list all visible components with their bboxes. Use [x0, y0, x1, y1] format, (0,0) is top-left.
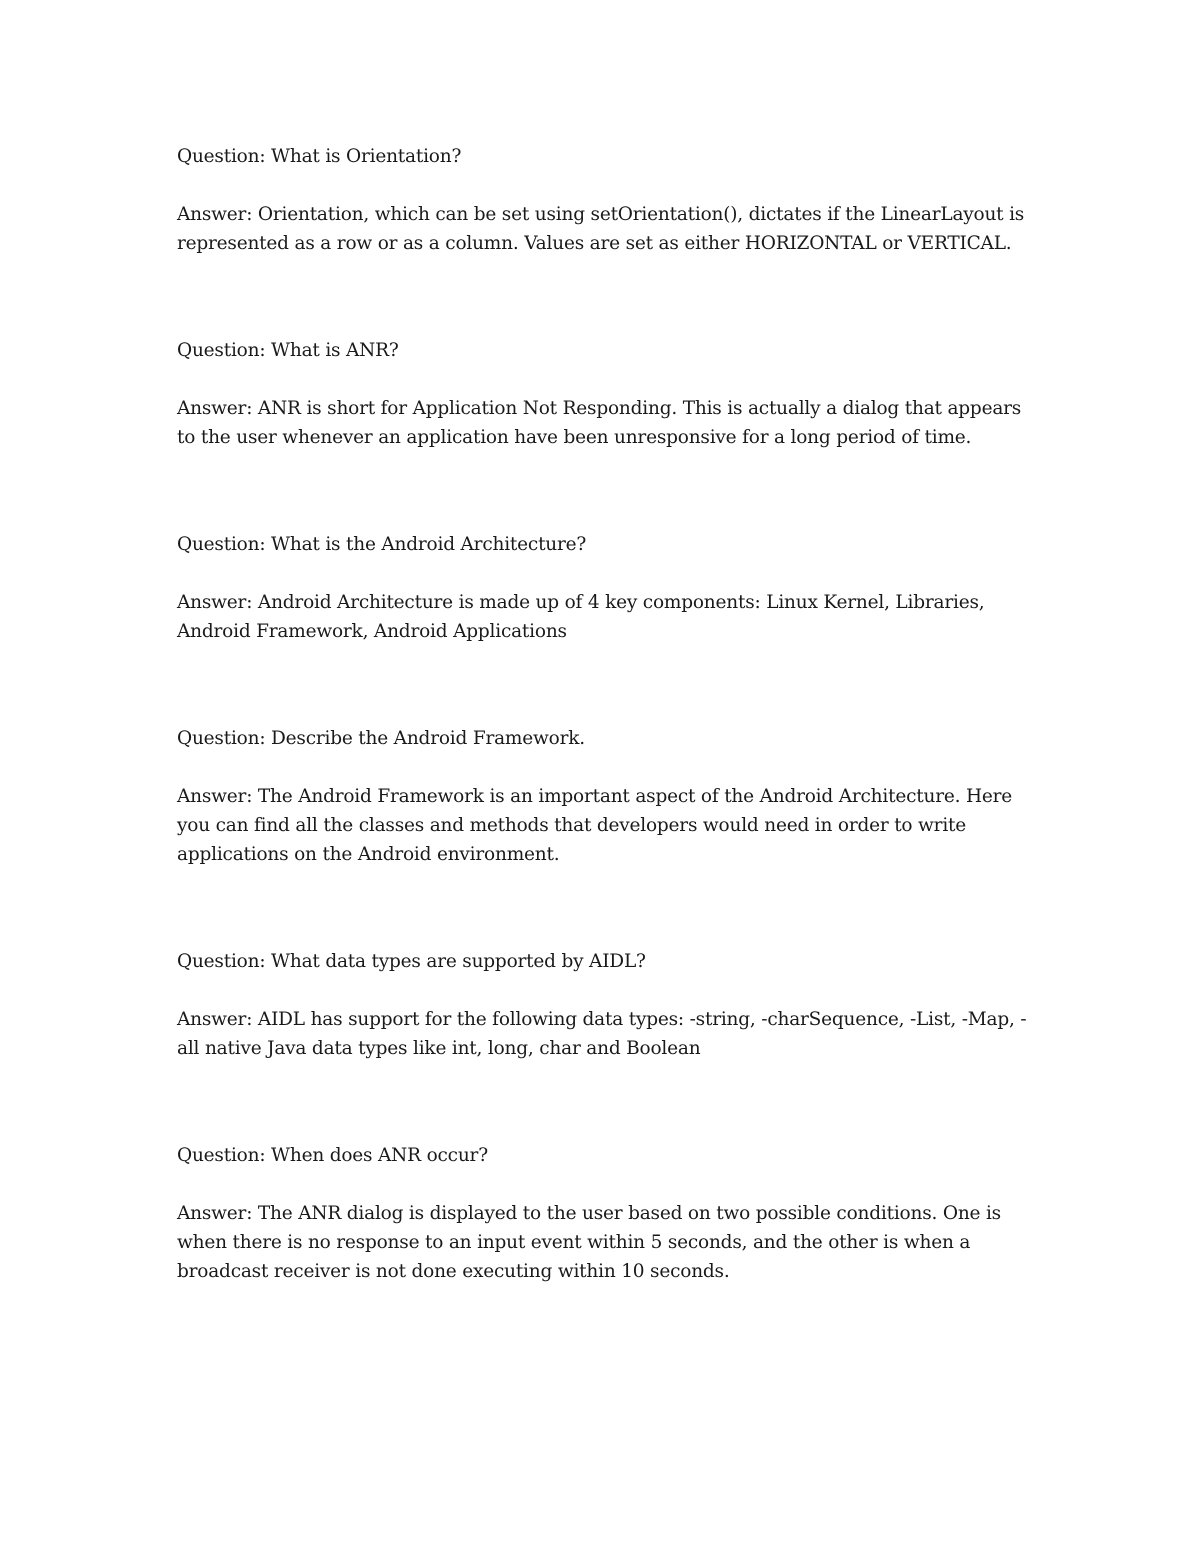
- question-text: Question: What is ANR?: [177, 340, 399, 361]
- document-body: [177, 142, 1037, 1364]
- answer-text: [177, 1199, 1037, 1286]
- answer-line: applications on the Android environment.: [177, 844, 560, 865]
- answer-line: Answer: The Android Framework is an important aspect of the Android Architecture. Here: [177, 786, 1013, 807]
- answer-line: Answer: Orientation, which can be set using setOrientation(), dictates if the LinearLayout is: [177, 204, 1025, 225]
- question-text: Question: Describe the Android Framework.: [177, 728, 585, 749]
- answer-text: [177, 588, 1037, 646]
- answer-line: Android Framework, Android Applications: [177, 621, 567, 642]
- answer-text: [177, 200, 1037, 258]
- answer-line: Answer: Android Architecture is made up of 4 key components: Linux Kernel, Libraries,: [177, 592, 985, 613]
- answer-line: all native Java data types like int, long, char and Boolean: [177, 1038, 701, 1059]
- question-text: Question: What is Orientation?: [177, 146, 462, 167]
- qa-item-aidl: [177, 947, 1037, 1063]
- question-text: Question: What is the Android Architecture?: [177, 534, 587, 555]
- answer-line: represented as a row or as a column. Values are set as either HORIZONTAL or VERTICAL.: [177, 233, 1012, 254]
- qa-item-framework: [177, 724, 1037, 869]
- qa-item-architecture: [177, 530, 1037, 646]
- answer-line: Answer: AIDL has support for the following data types: -string, -charSequence, -List, -Map, -: [177, 1009, 1027, 1030]
- answer-text: [177, 394, 1037, 452]
- answer-text: [177, 1005, 1037, 1063]
- qa-item-anr: [177, 336, 1037, 452]
- qa-item-orientation: [177, 142, 1037, 258]
- answer-line: Answer: The ANR dialog is displayed to the user based on two possible conditions. One is: [177, 1203, 1001, 1224]
- question-text: Question: When does ANR occur?: [177, 1145, 488, 1166]
- answer-line: Answer: ANR is short for Application Not Responding. This is actually a dialog that appears: [177, 398, 1022, 419]
- answer-line: you can find all the classes and methods that developers would need in order to write: [177, 815, 967, 836]
- answer-text: [177, 782, 1037, 869]
- qa-item-anr-occur: [177, 1141, 1037, 1286]
- question-text: Question: What data types are supported by AIDL?: [177, 951, 646, 972]
- answer-line: broadcast receiver is not done executing within 10 seconds.: [177, 1261, 730, 1282]
- answer-line: when there is no response to an input event within 5 seconds, and the other is when a: [177, 1232, 971, 1253]
- answer-line: to the user whenever an application have been unresponsive for a long period of time.: [177, 427, 972, 448]
